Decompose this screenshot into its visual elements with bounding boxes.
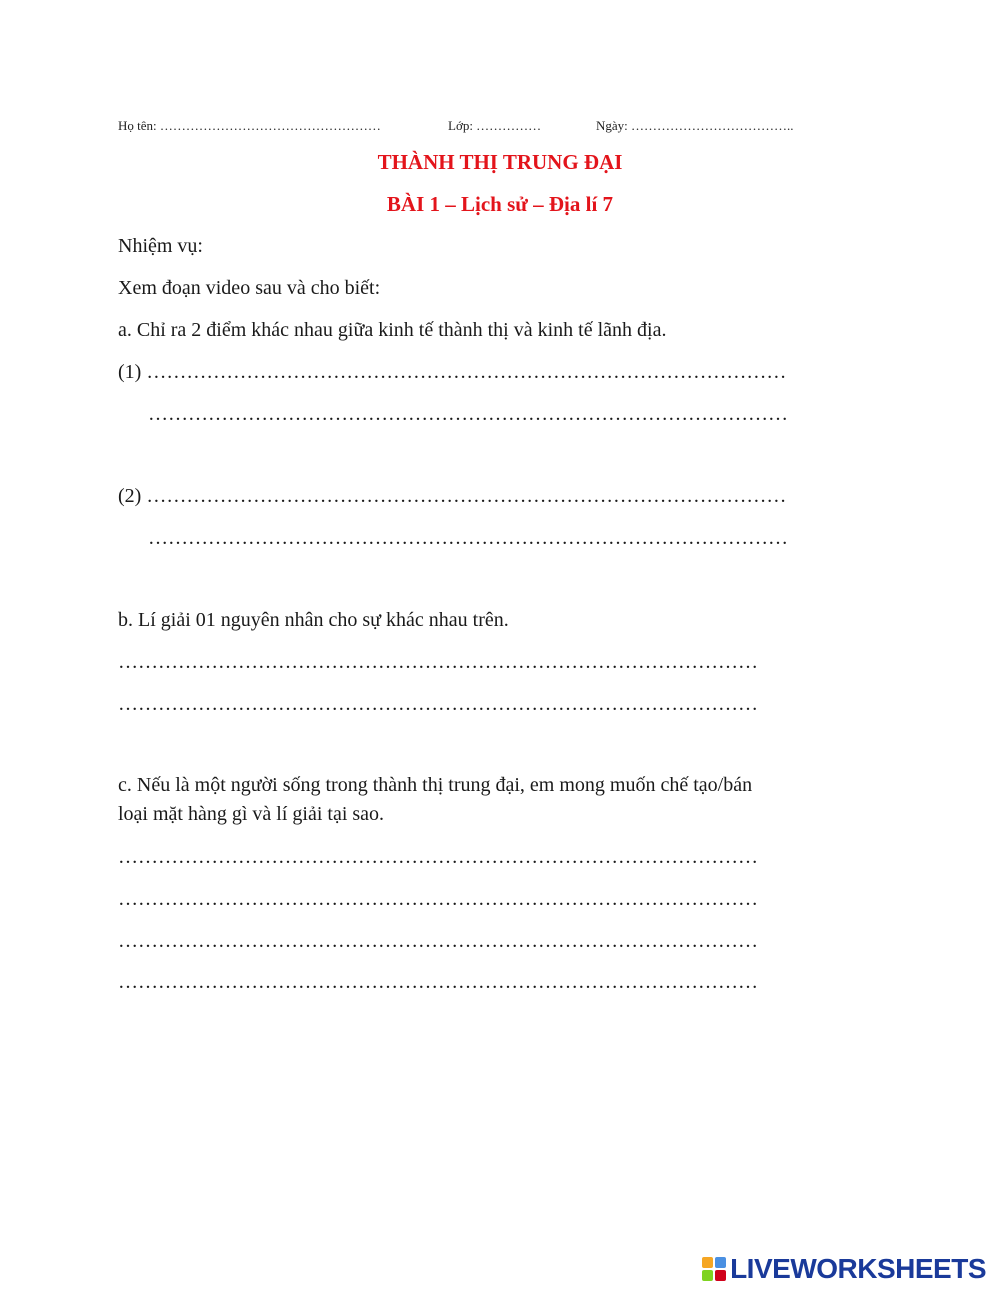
question-a-text: a. Chỉ ra 2 điểm khác nhau giữa kinh tế thành thị và kinh tế lãnh địa. — [118, 319, 667, 341]
task-label: Nhiệm vụ: — [118, 235, 203, 257]
class-field: Lớp: …………… — [448, 118, 542, 133]
answer-a1-line-2[interactable]: …………………………………………………………………………………… — [148, 403, 788, 425]
liveworksheets-logo-icon — [702, 1257, 726, 1281]
answer-c-line-1[interactable]: …………………………………………………………………………………… — [118, 846, 758, 868]
answer-c-line-2[interactable]: …………………………………………………………………………………… — [118, 888, 758, 910]
liveworksheets-logo[interactable] — [702, 1254, 986, 1284]
question-c-text-line-2: loại mặt hàng gì và lí giải tại sao. — [118, 803, 385, 825]
question-c-text-line-1: c. Nếu là một người sống trong thành thị trung đại, em mong muốn chế tạo/bán — [118, 774, 753, 796]
liveworksheets-logo-text: LIVEWORKSHEETS — [730, 1253, 986, 1284]
question-b-text: b. Lí giải 01 nguyên nhân cho sự khác nhau trên. — [118, 609, 509, 631]
answer-c-line-4[interactable]: …………………………………………………………………………………… — [118, 971, 758, 993]
instruction-text: Xem đoạn video sau và cho biết: — [118, 277, 381, 299]
answer-b-line-2[interactable]: …………………………………………………………………………………… — [118, 693, 758, 715]
answer-a2-line-2[interactable]: …………………………………………………………………………………… — [148, 527, 788, 549]
answer-c-line-3[interactable]: …………………………………………………………………………………… — [118, 930, 758, 952]
answer-a2-line-1[interactable]: (2) …………………………………………………………………………………… — [118, 485, 787, 507]
answer-a1-line-1[interactable]: (1) …………………………………………………………………………………… — [118, 361, 787, 383]
date-field: Ngày: ……………………………….. — [596, 118, 794, 133]
name-field: Họ tên: …………………………………………… — [118, 118, 381, 133]
worksheet-title: THÀNH THỊ TRUNG ĐẠI — [377, 150, 623, 174]
header-line — [118, 118, 794, 134]
answer-b-line-1[interactable]: …………………………………………………………………………………… — [118, 651, 758, 673]
worksheet-subtitle: BÀI 1 – Lịch sử – Địa lí 7 — [386, 192, 614, 216]
